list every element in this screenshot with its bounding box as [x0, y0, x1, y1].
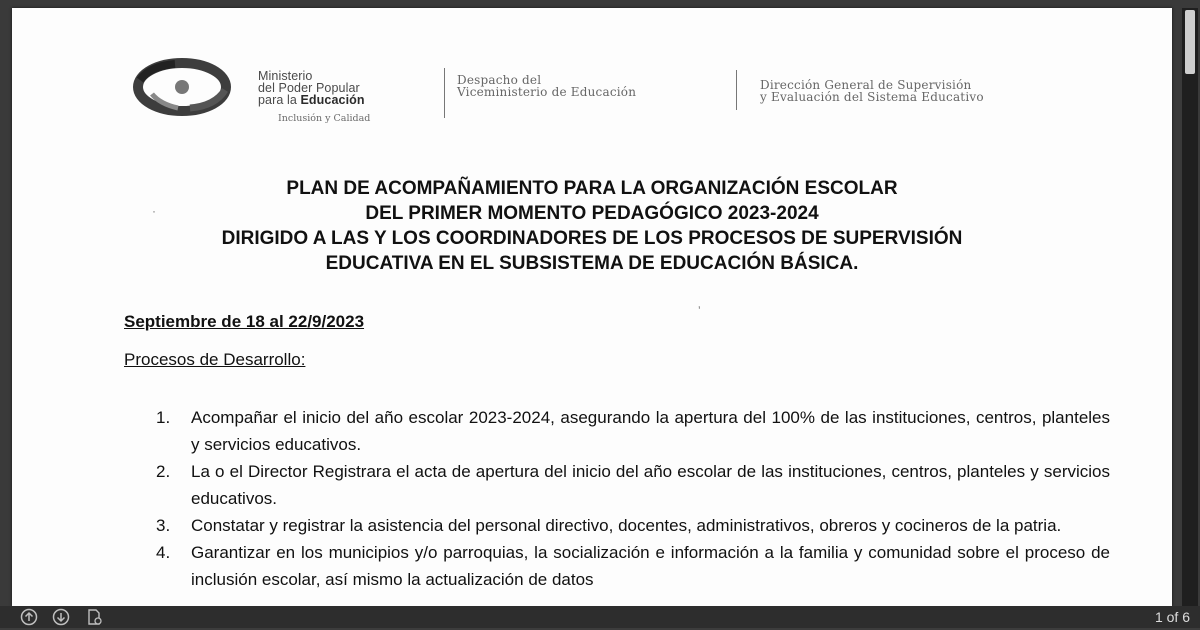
- section-heading: Procesos de Desarrollo:: [124, 350, 306, 369]
- header-divider: [444, 68, 445, 118]
- title-line: DEL PRIMER MOMENTO PEDAGÓGICO 2023-2024: [365, 203, 819, 224]
- list-item-number: 3.: [156, 516, 171, 535]
- title-line: PLAN DE ACOMPAÑAMIENTO PARA LA ORGANIZACIÓN ESCOLAR: [286, 178, 898, 199]
- title-line: DIRIGIDO A LAS Y LOS COORDINADORES DE LOS PROCESOS DE SUPERVISIÓN: [221, 228, 963, 249]
- ministry-line-1: Ministerio: [258, 69, 313, 83]
- document-page: [12, 8, 1172, 606]
- direction-line-2: y Evaluación del Sistema Educativo: [760, 90, 984, 104]
- ministry-line-3-prefix: para la: [258, 93, 301, 107]
- list-item-number: 1.: [156, 408, 171, 427]
- date-heading: Septiembre de 18 al 22/9/2023: [124, 312, 365, 331]
- ministry-line-3-bold: Educación: [300, 93, 365, 107]
- list-item: [156, 539, 1110, 593]
- ministry-name: [258, 70, 365, 106]
- ministry-tagline: Inclusión y Calidad: [278, 113, 371, 124]
- scrollbar-thumb[interactable]: [1185, 10, 1195, 74]
- ministry-line-3: [258, 94, 365, 106]
- list-item-text: La o el Director Registrara el acta de apertura del inicio del año escolar de las instituciones, centros, planteles y servicios educativos.: [191, 462, 1110, 508]
- ministry-logo-block: [130, 58, 460, 128]
- document-settings-icon[interactable]: [86, 608, 104, 626]
- list-item-number: 4.: [156, 543, 171, 562]
- list-item-text: Acompañar el inicio del año escolar 2023-2024, asegurando la apertura del 100% de las instituciones, centros, planteles y servicios educativos.: [191, 408, 1110, 454]
- direction-name: [760, 79, 984, 103]
- page-count: 1 of 6: [1154, 609, 1190, 625]
- ministry-logo-icon: [130, 58, 260, 116]
- scan-speck: ·: [152, 204, 156, 218]
- process-list: [156, 404, 1110, 593]
- arrow-up-icon-graphic: [20, 608, 38, 626]
- list-item: [156, 458, 1110, 512]
- office-name: [457, 74, 636, 98]
- vertical-scrollbar[interactable]: [1182, 8, 1198, 606]
- arrow-down-icon-graphic: [52, 608, 70, 626]
- document-title: [12, 176, 1172, 276]
- header-divider: [736, 70, 737, 110]
- arrow-up-icon[interactable]: [20, 608, 38, 626]
- scan-speck: ʼ: [698, 304, 701, 318]
- title-line: EDUCATIVA EN EL SUBSISTEMA DE EDUCACIÓN BÁSICA.: [325, 253, 859, 274]
- arrow-down-icon[interactable]: [52, 608, 70, 626]
- viewer-toolbar: [0, 606, 1200, 628]
- office-line-1: Despacho del: [457, 73, 542, 87]
- list-item-number: 2.: [156, 462, 171, 481]
- ministry-line-2: del Poder Popular: [258, 81, 360, 95]
- list-item: [156, 404, 1110, 458]
- office-line-2: Viceministerio de Educación: [457, 85, 637, 99]
- document-settings-icon-graphic: [86, 608, 104, 626]
- list-item-text: Garantizar en los municipios y/o parroquias, la socialización e información a la familia y comunidad sobre el proceso de inclusión escolar, así mismo la actualización de datos: [191, 543, 1110, 589]
- direction-line-1: Dirección General de Supervisión: [760, 78, 972, 92]
- list-item-text: Constatar y registrar la asistencia del personal directivo, docentes, administrativos, obreros y cocineros de la patria.: [191, 516, 1062, 535]
- list-item: [156, 512, 1110, 539]
